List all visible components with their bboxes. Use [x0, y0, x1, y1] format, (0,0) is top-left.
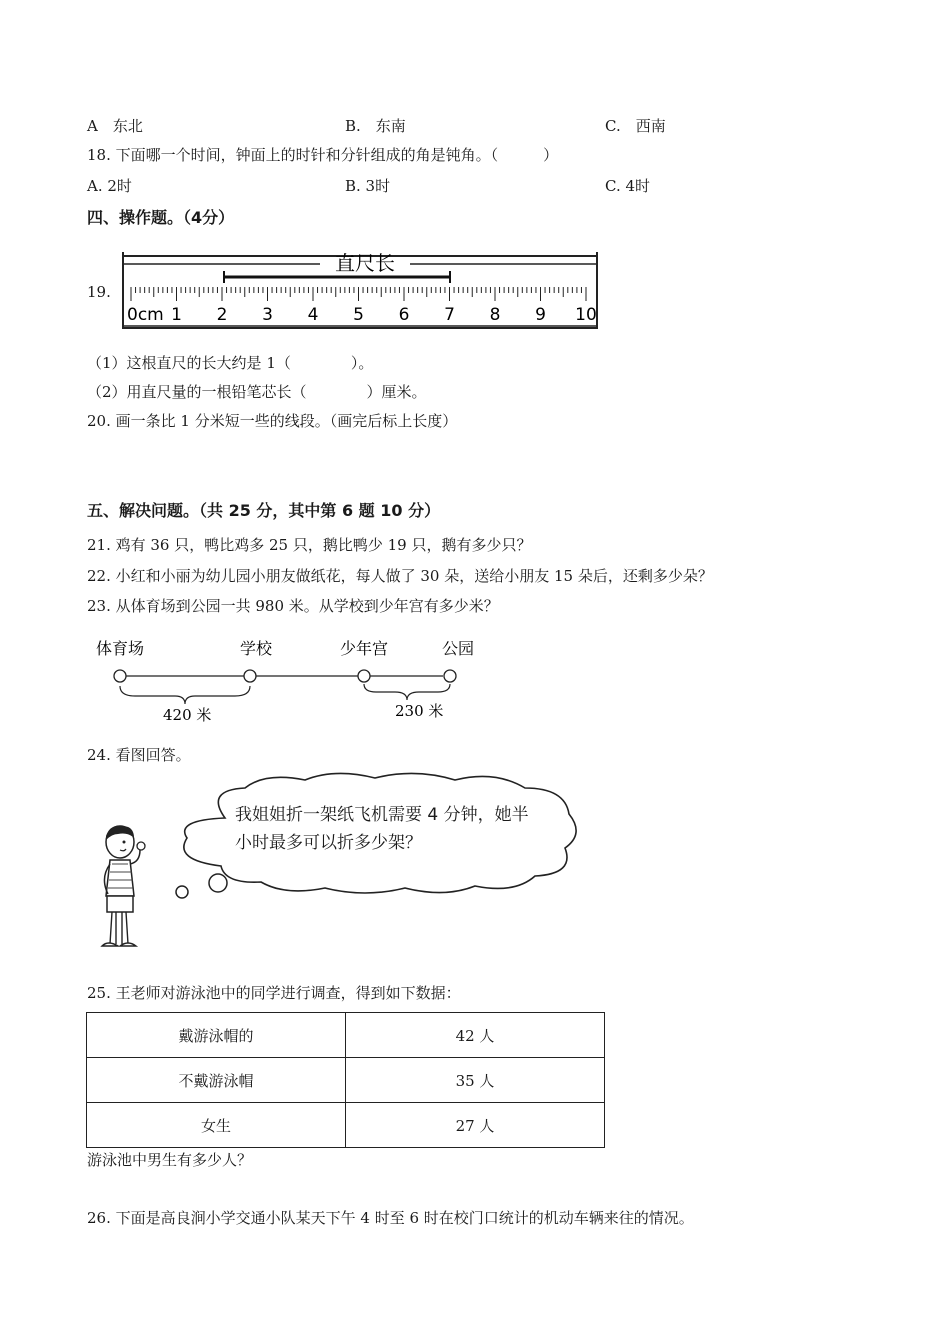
table-cell-label: 不戴游泳帽: [87, 1058, 346, 1103]
ruler-number: 6: [398, 305, 410, 325]
q18-option-c: C. 4时: [605, 177, 651, 195]
table-row: [87, 1013, 605, 1058]
bubble-line-2: 小时最多可以折多少架？: [235, 833, 422, 853]
section-5-title: 五、解决问题。（共 25 分，其中第 6 题 10 分）: [87, 501, 441, 520]
q17-option-b: B. 东南: [345, 117, 406, 135]
ruler-number: 10: [575, 305, 597, 325]
ruler-number: 7: [444, 305, 455, 325]
distance-diagram: [90, 636, 490, 728]
q17-option-c: C. 西南: [605, 117, 666, 135]
section-4-title: 四、操作题。（4分）: [87, 208, 235, 227]
place-youth-palace: 少年宫: [340, 639, 389, 658]
q18-option-a: A. 2时: [87, 177, 132, 195]
distance-left-label: 420 米: [163, 706, 212, 724]
q26-question: 26. 下面是高良涧小学交通小队某天下午 4 时至 6 时在校门口统计的机动车辆来往的情况。: [87, 1209, 694, 1227]
q19-sub2: （2）用直尺量的一根铅笔芯长（ ）厘米。: [87, 383, 427, 401]
ruler-zero-label: 0cm: [127, 305, 164, 325]
table-row: [87, 1103, 605, 1148]
table-cell-value: 42 人: [346, 1013, 605, 1058]
ruler-number: 5: [353, 305, 364, 325]
place-stadium: 体育场: [96, 639, 145, 658]
ruler-number: 9: [535, 305, 546, 325]
ruler-figure: [120, 244, 602, 332]
table-cell-label: 女生: [87, 1103, 346, 1148]
table-cell-value: 27 人: [346, 1103, 605, 1148]
q24-question: 24. 看图回答。: [87, 746, 191, 764]
q19-sub1: （1）这根直尺的长大约是 1（ ）。: [87, 354, 374, 372]
q21-question: 21. 鸡有 36 只，鸭比鸡多 25 只，鹅比鸭少 19 只，鹅有多少只？: [87, 536, 532, 554]
q19-number: 19.: [87, 283, 111, 301]
table-cell-label: 戴游泳帽的: [87, 1013, 346, 1058]
ruler-number: 8: [489, 305, 501, 325]
q18-question: 18. 下面哪一个时间，钟面上的时针和分针组成的角是钝角。（ ）: [87, 146, 559, 164]
ruler-label: 直尺长: [335, 251, 395, 275]
ruler-number: 3: [262, 305, 273, 325]
ruler-number: 2: [216, 305, 228, 325]
q23-question: 23. 从体育场到公园一共 980 米。从学校到少年宫有多少米？: [87, 597, 499, 615]
bubble-line-1: 我姐姐折一架纸飞机需要 4 分钟，她半: [235, 805, 529, 825]
q22-question: 22. 小红和小丽为幼儿园小朋友做纸花，每人做了 30 朵，送给小朋友 15 朵后，还剩多少朵？: [87, 567, 713, 585]
q20-question: 20. 画一条比 1 分米短一些的线段。（画完后标上长度）: [87, 412, 458, 430]
place-park: 公园: [442, 639, 475, 658]
place-school: 学校: [240, 639, 273, 658]
table-cell-value: 35 人: [346, 1058, 605, 1103]
q18-option-b: B. 3时: [345, 177, 391, 195]
table-row: [87, 1058, 605, 1103]
q25-question: 25. 王老师对游泳池中的同学进行调查，得到如下数据：: [87, 984, 461, 1002]
ruler-number: 4: [307, 305, 319, 325]
distance-right-label: 230 米: [395, 702, 444, 720]
ruler-number: 1: [171, 305, 182, 325]
q17-option-a: A 东北: [87, 117, 143, 135]
survey-table: [86, 1012, 605, 1148]
boy-illustration: [88, 822, 160, 958]
q25-followup: 游泳池中男生有多少人？: [87, 1151, 253, 1169]
